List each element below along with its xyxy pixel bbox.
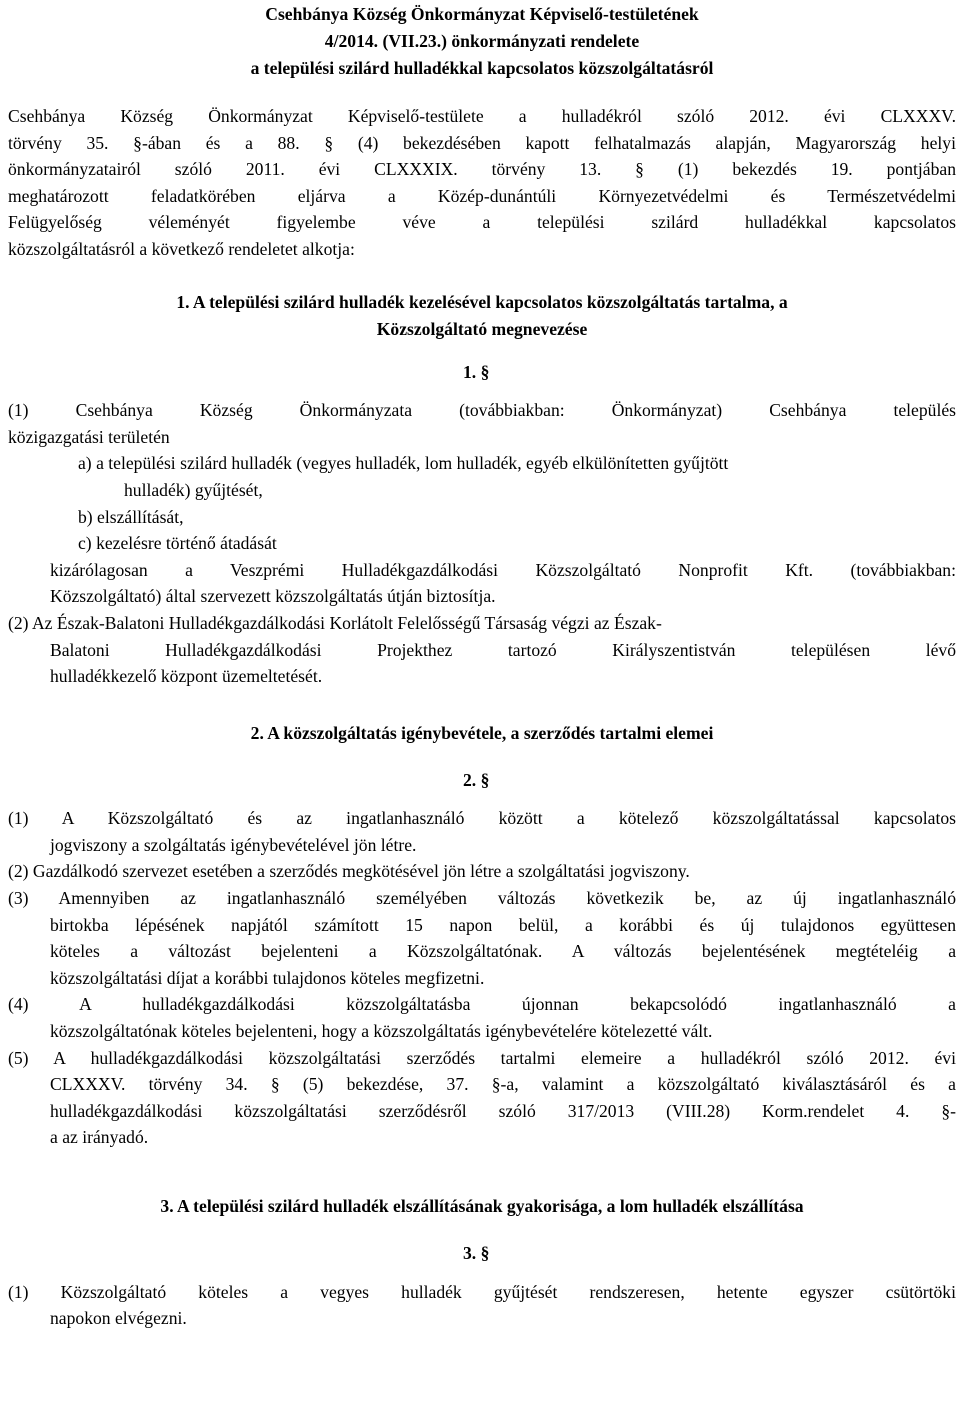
section-2-p2: (2) Gazdálkodó szervezet esetében a szerződés megkötésével jön létre a szolgáltatási jogviszony. bbox=[8, 861, 690, 882]
section-2-p4-line-2: közszolgáltatónak köteles bejelenteni, hogy a közszolgáltatás igénybevételére kötelezetté vált. bbox=[50, 1021, 713, 1042]
section-2-p5-line-3: hulladékgazdálkodási közszolgáltatási szerződésről szóló 317/2013 (VIII.28) Korm.rendelet 4. §- bbox=[50, 1100, 956, 1121]
section-2-p3-line-2: birtokba lépésének napjától számított 15 napon belül, a korábbi és új tulajdonos együttesen bbox=[50, 914, 956, 935]
section-2-paragraph-number: 2. § bbox=[463, 769, 490, 790]
section-1-title-line-2: Közszolgáltató megnevezése bbox=[376, 318, 588, 339]
document-page bbox=[8, 1, 956, 1332]
section-2-p3-line-3: köteles a változást bejelenteni a Közszolgáltatónak. A változás bejelentésének megtételéig a bbox=[50, 941, 956, 962]
section-2 bbox=[8, 720, 956, 1151]
section-3-paragraph-number: 3. § bbox=[463, 1243, 490, 1263]
section-2-p1-line-2: jogviszony a szolgáltatás igénybevételével jön létre. bbox=[50, 834, 417, 855]
section-2-p3-line-4: közszolgáltatási díjat a korábbi tulajdonos köteles megfizetni. bbox=[50, 967, 485, 988]
section-1-item-c: c) kezelésre történő átadását bbox=[78, 533, 277, 554]
title-line-1: Csehbánya Község Önkormányzat Képviselő-testületének bbox=[265, 4, 699, 24]
section-2-p5-line-4: a az irányadó. bbox=[50, 1127, 149, 1148]
preamble-line-5: Felügyelőség véleményét figyelembe véve a települési szilárd hulladékkal kapcsolatos bbox=[8, 212, 956, 233]
section-2-title: 2. A közszolgáltatás igénybevétele, a szerződés tartalmi elemei bbox=[250, 722, 714, 743]
section-1-item-b: b) elszállítását, bbox=[78, 506, 184, 527]
section-1-p2-line-3: hulladékkezelő központ üzemeltetését. bbox=[50, 666, 323, 687]
section-2-p5-line-1: (5) A hulladékgazdálkodási közszolgáltatási szerződés tartalmi elemeire a hulladékról szóló 2012. évi bbox=[8, 1047, 956, 1068]
section-2-p5-line-2: CLXXXV. törvény 34. § (5) bekezdése, 37. §-a, valamint a közszolgáltató kiválasztásáról és a bbox=[50, 1074, 956, 1095]
section-1-paragraph-number: 1. § bbox=[463, 361, 490, 382]
title-line-3: a települési szilárd hulladékkal kapcsolatos közszolgáltatásról bbox=[250, 58, 714, 78]
preamble-line-3: önkormányzatairól szóló 2011. évi CLXXXIX. törvény 13. § (1) bekezdés 19. pontjában bbox=[8, 159, 956, 180]
section-1-item-a-line-1: a) a települési szilárd hulladék (vegyes hulladék, lom hulladék, egyéb elkülönítetten gyűjtött bbox=[78, 453, 729, 474]
section-1-p1-line-1: (1) Csehbánya Község Önkormányzata (továbbiakban: Önkormányzat) Csehbánya település bbox=[8, 400, 956, 421]
section-1-title-line-1: 1. A települési szilárd hulladék kezelésével kapcsolatos közszolgáltatás tartalma, a bbox=[176, 291, 788, 312]
section-3-title: 3. A települési szilárd hulladék elszállításának gyakorisága, a lom hulladék elszállítása bbox=[160, 1196, 804, 1216]
section-1-p2-line-1: (2) Az Észak-Balatoni Hulladékgazdálkodási Korlátolt Felelősségű Társaság végzi az Észak- bbox=[8, 612, 662, 633]
section-1-p1-line-2: közigazgatási területén bbox=[8, 426, 170, 447]
preamble-line-2: törvény 35. §-ában és a 88. § (4) bekezdésében kapott felhatalmazás alapján, Magyarország helyi bbox=[8, 132, 956, 153]
section-3-p1-line-1: (1) Közszolgáltató köteles a vegyes hulladék gyűjtését rendszeresen, hetente egyszer csütörtöki bbox=[8, 1281, 956, 1302]
section-1-p2-line-2: Balatoni Hulladékgazdálkodási Projekthez tartozó Királyszentistván településen lévő bbox=[50, 639, 956, 660]
section-3-p1-line-2: napokon elvégezni. bbox=[50, 1308, 187, 1329]
section-2-p3-line-1: (3) Amennyiben az ingatlanhasználó személyében változás következik be, az új ingatlanhasználó bbox=[8, 888, 956, 909]
section-3 bbox=[8, 1193, 956, 1332]
section-1-item-a-line-2: hulladék) gyűjtését, bbox=[124, 479, 263, 500]
section-1-p1-tail-line-1: kizárólagosan a Veszprémi Hulladékgazdálkodási Közszolgáltató Nonprofit Kft. (továbbiakban: bbox=[50, 559, 956, 580]
preamble-line-6: közszolgáltatásról a következő rendeletet alkotja: bbox=[8, 238, 355, 259]
preamble-line-1: Csehbánya Község Önkormányzat Képviselő-testülete a hulladékról szóló 2012. évi CLXXXV. bbox=[8, 106, 956, 126]
section-2-p4-line-1: (4) A hulladékgazdálkodási közszolgáltatásba újonnan bekapcsolódó ingatlanhasználó a bbox=[8, 994, 956, 1015]
section-1 bbox=[8, 289, 956, 690]
section-1-p1-tail-line-2: Közszolgáltató) által szervezett közszolgáltatás útján biztosítja. bbox=[50, 586, 496, 607]
preamble bbox=[8, 103, 956, 263]
section-2-p1-line-1: (1) A Közszolgáltató és az ingatlanhasználó között a kötelező közszolgáltatással kapcsolatos bbox=[8, 808, 956, 829]
document-title bbox=[8, 1, 956, 82]
title-line-2: 4/2014. (VII.23.) önkormányzati rendelete bbox=[324, 31, 640, 51]
preamble-line-4: meghatározott feladatkörében eljárva a Közép-dunántúli Környezetvédelmi és Természetvédelmi bbox=[8, 185, 956, 206]
